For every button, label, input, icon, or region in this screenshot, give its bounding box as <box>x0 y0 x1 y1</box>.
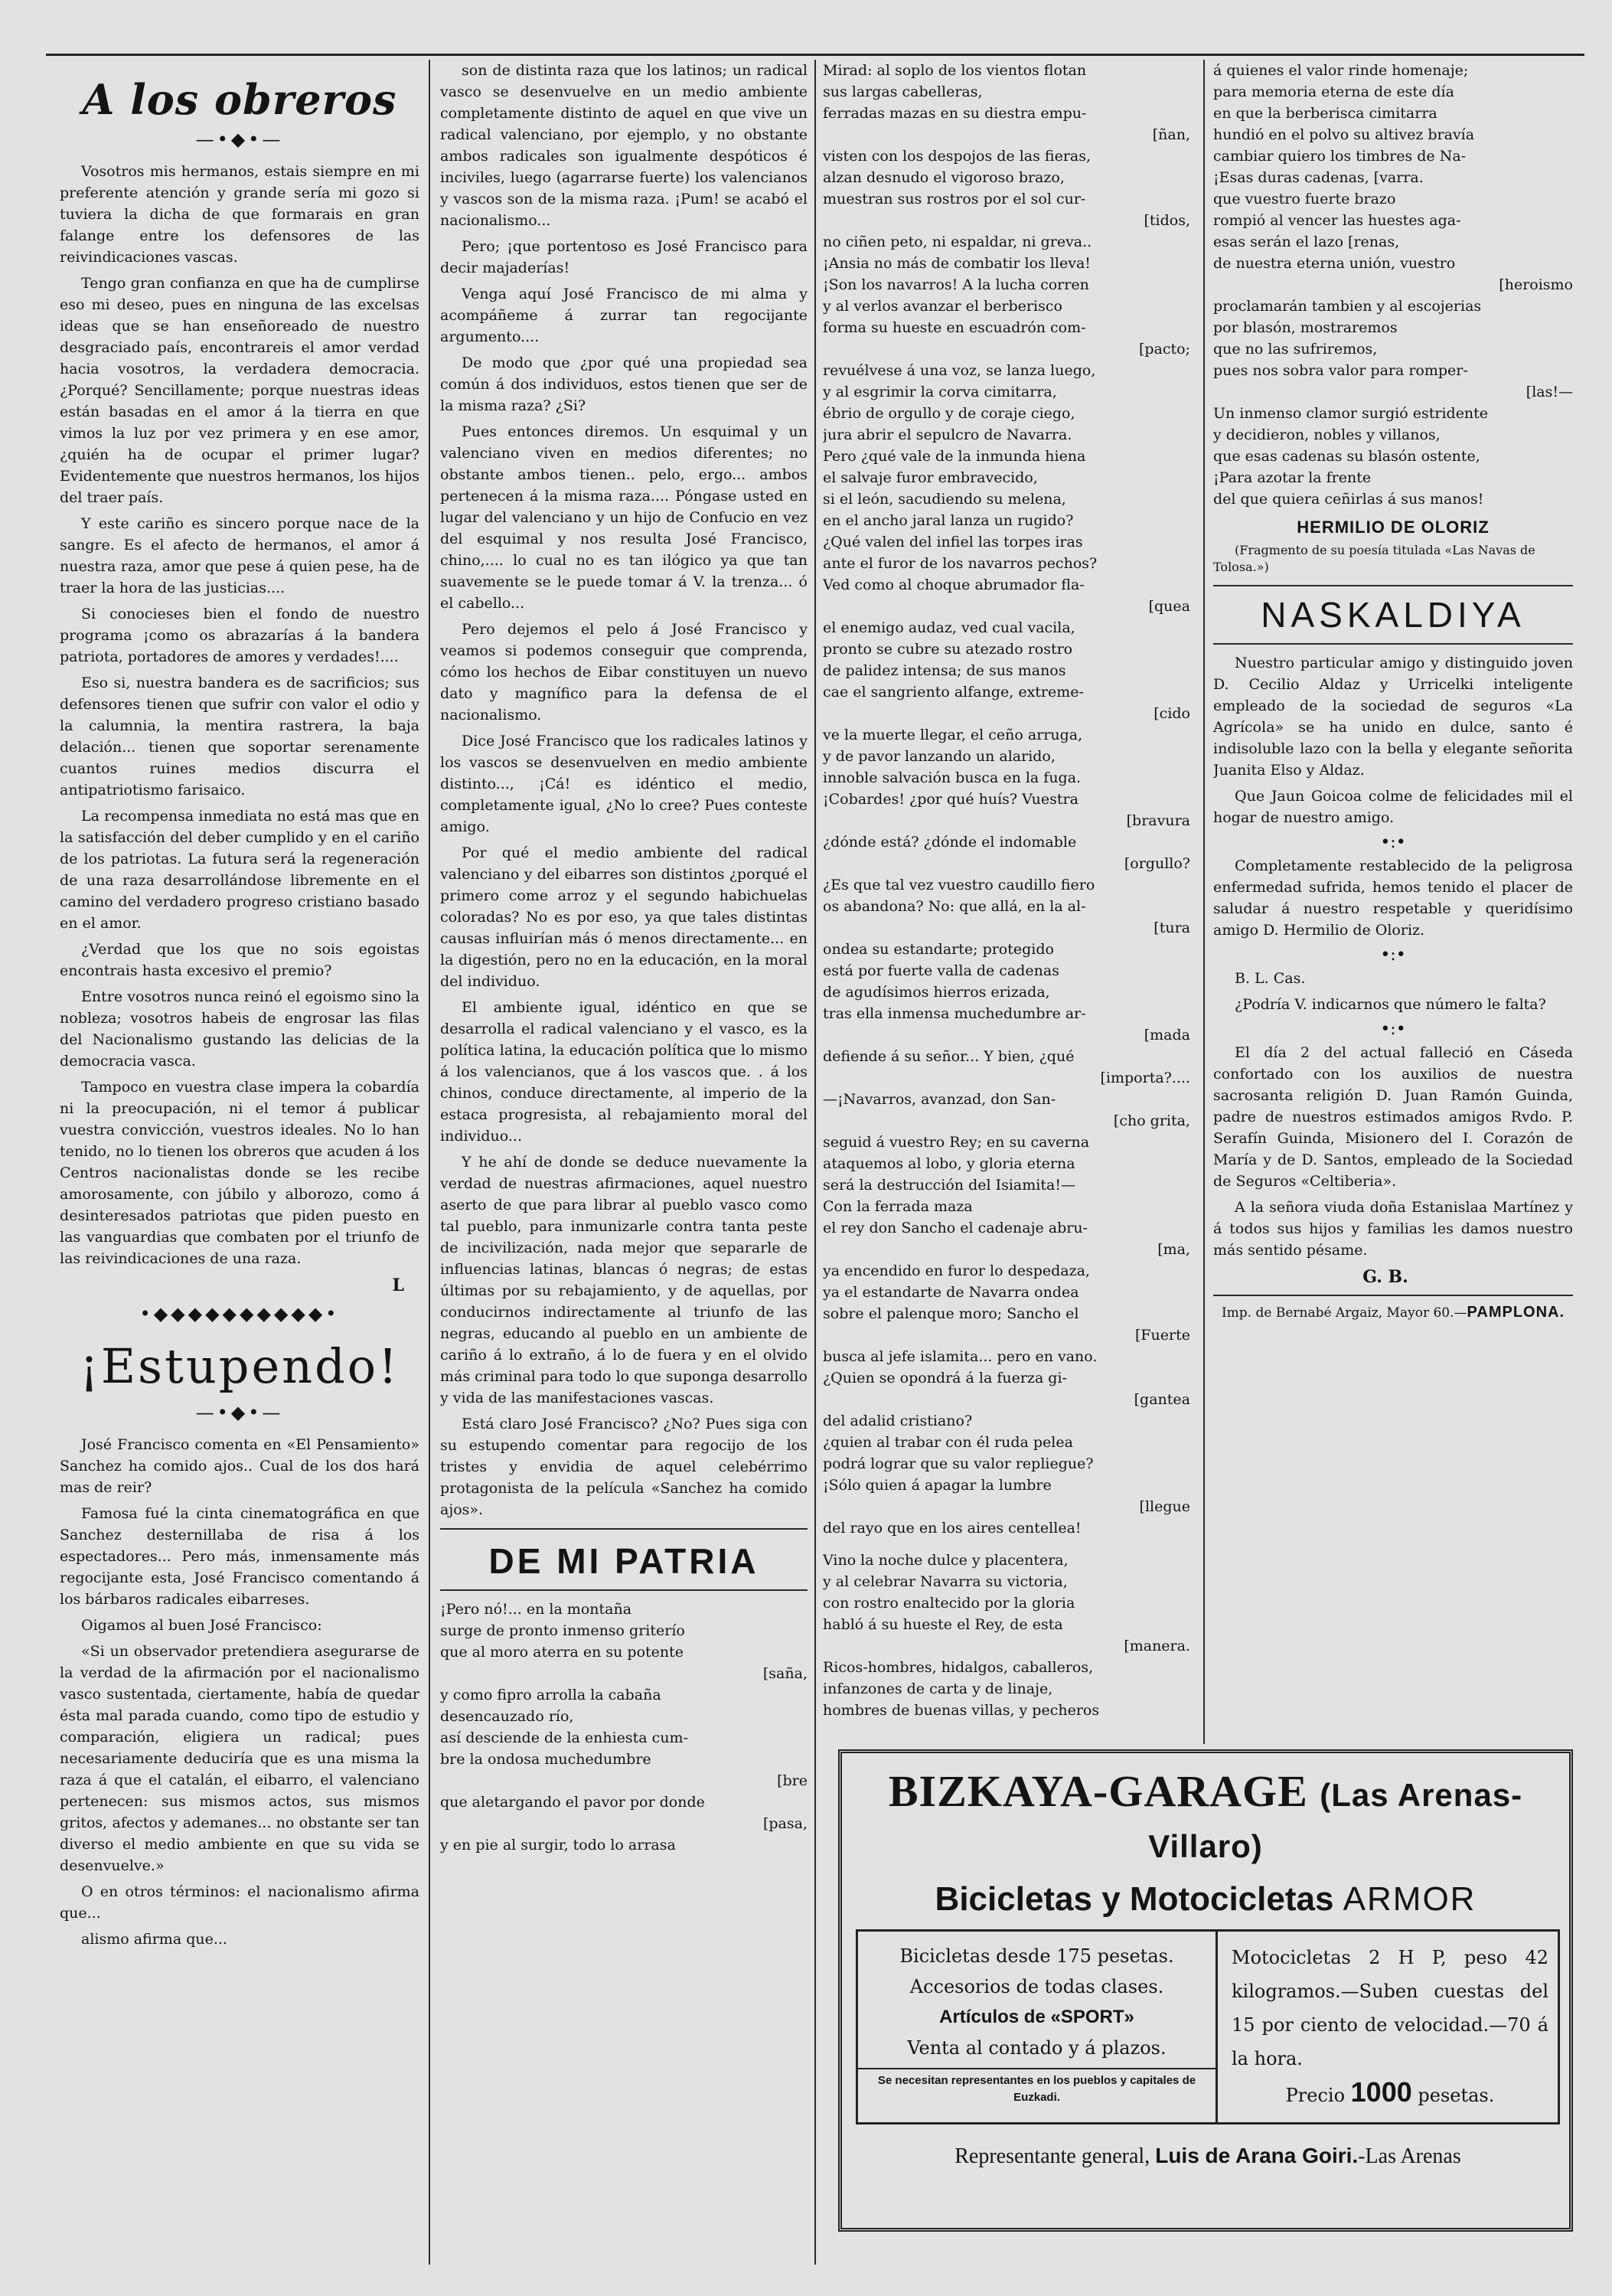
verse-line: y al verlos avanzar el berberisco <box>823 298 1062 315</box>
verse-line: cae el sangriento alfange, extreme- <box>823 684 1084 701</box>
verse-line: forma su hueste en escuadrón com- <box>823 319 1086 336</box>
verse-line: [pacto; <box>1138 341 1190 358</box>
verse-line: innoble salvación busca en la fuga. <box>823 769 1082 786</box>
verse-line: del que quiera ceñirlas á sus manos! <box>1213 491 1484 508</box>
poem-source-note: (Fragmento de su poesía titulada «Las Navas de Tolosa.») <box>1213 543 1535 574</box>
verse-line: [mada <box>1144 1027 1190 1043</box>
divider <box>440 1528 808 1530</box>
verse-line: ¡Esas duras cadenas, [varra. <box>1213 169 1424 186</box>
verse-line: del adalid cristiano? <box>823 1413 973 1429</box>
ad-subtitle <box>851 1880 1560 1919</box>
verse-line: [cido <box>1154 705 1190 722</box>
verse-line: [saña, <box>762 1665 808 1682</box>
verse-line: con rostro enaltecido por la gloria <box>823 1595 1075 1612</box>
imprint-line <box>1213 1304 1573 1321</box>
paragraph: Y este cariño es sincero porque nace de la sangre. Es el afecto de hermanos, el amor á nuestra raza, amor que pese á quien pese, ha de traer la hora de las justicias.... <box>60 515 419 596</box>
verse-line: está por fuerte valla de cadenas <box>823 962 1059 979</box>
verse-line: ¡Ansia no más de combatir los lleva! <box>823 255 1091 272</box>
ad-title-main: BIZKAYA-GARAGE <box>888 1766 1308 1816</box>
verse-line: ataquemos al lobo, y gloria eterna <box>823 1155 1075 1172</box>
verse-line: [cho grita, <box>1113 1112 1190 1129</box>
poem-continued <box>823 60 1190 1721</box>
verse-line: [tidos, <box>1144 212 1190 229</box>
column-4 <box>1213 60 1573 1744</box>
article-signature: L <box>392 1275 404 1295</box>
ad-bicycle-price: Bicicletas desde 175 pesetas. <box>899 1945 1174 1967</box>
verse-line: hombres de buenas villas, y pecheros <box>823 1702 1100 1719</box>
verse-line: y en pie al surgir, todo lo arrasa <box>440 1837 676 1853</box>
verse-line: [quea <box>1148 598 1190 615</box>
ad-motorcycle-specs: Motocicletas 2 H P, peso 42 kilogramos.—Suben cuestas del 15 por ciento de velocidad.—70 á la hora. <box>1232 1947 1548 2069</box>
verse-line: [manera. <box>1124 1638 1190 1654</box>
paragraph: El día 2 del actual falleció en Cáseda confortado con los auxilios de nuestra sacrosanta religión D. Juan Ramón Guinda, padre de nuestros estimados amigos Rvdo. P. Serafín Guinda, Misionero del I. Corazón de María y de D. Santos, empleado de la Sociedad de Seguros «Celtiberia». <box>1213 1044 1573 1190</box>
advertisement-bizkaya-garage <box>838 1749 1573 2232</box>
article-body-continued <box>440 60 808 1520</box>
paragraph: alismo afirma que... <box>81 1931 227 1948</box>
verse-line: y como fipro arrolla la cabaña <box>440 1687 661 1703</box>
article-body-estupendo <box>60 1434 419 1950</box>
verse-line: si el león, sacudiendo su melena, <box>823 491 1066 508</box>
paragraph: Si conocieses bien el fondo de nuestro programa ¡como os abrazarías á la bandera patriota, portadores de amores y verdades!.... <box>60 606 419 665</box>
paragraph: Eso si, nuestra bandera es de sacrificios; sus defensores tienen que sufrir con valor el odio y la calumnia, la mentira rastrera, la baja delación... tienen que soportar serenamente cuantos ruines medios discurra el antipatriotismo farisaico. <box>60 674 419 799</box>
verse-line: desencauzado río, <box>440 1708 574 1725</box>
verse-line: ¡Cobardes! ¿por qué huís? Vuestra <box>823 791 1078 808</box>
column-3 <box>823 60 1190 1729</box>
verse-line: Vino la noche dulce y placentera, <box>823 1552 1069 1569</box>
ad-accessories: Accesorios de todas clases. <box>909 1976 1164 1997</box>
verse-line: [importa?.... <box>1100 1070 1190 1086</box>
ad-details-box <box>856 1929 1560 2125</box>
verse-line: revuélvese á una voz, se lanza luego, <box>823 362 1096 379</box>
verse-line: en el ancho jaral lanza un rugido? <box>823 512 1074 529</box>
verse-line: pues nos sobra valor para romper- <box>1213 362 1468 379</box>
column-rule-3 <box>1203 60 1205 1744</box>
separator-stars: •:• <box>1380 833 1406 852</box>
paragraph: La recompensa inmediata no está mas que en la satisfacción del deber cumplido y en el cariño de los patriotas. La futura será la regeneración de una raza desarrollándose libremente en el camino del verdadero progreso cristiano basado en el amor. <box>60 808 419 932</box>
paragraph: ¿Verdad que los que no sois egoistas encontrais hasta excesivo el premio? <box>60 941 419 979</box>
separator-stars: •:• <box>1380 946 1406 965</box>
verse-line: os abandona? No: que allá, en la al- <box>823 898 1086 915</box>
paragraph: Que Jaun Goicoa colme de felicidades mil el hogar de nuestro amigo. <box>1213 788 1573 826</box>
verse-line: [pasa, <box>762 1815 808 1832</box>
ad-representative-label: Representante general, <box>954 2144 1150 2168</box>
verse-line: —¡Navarros, avanzad, don San- <box>823 1091 1056 1108</box>
social-news-question <box>1213 968 1573 1015</box>
verse-line: ¡Pero nó!... en la montaña <box>440 1601 632 1618</box>
verse-line: ¡Son los navarros! A la lucha corren <box>823 276 1089 293</box>
article-title-estupendo: ¡Estupendo! <box>79 1338 400 1394</box>
poem-author: HERMILIO DE OLORIZ <box>1297 518 1490 537</box>
verse-line: [llegue <box>1139 1498 1190 1515</box>
verse-line: el salvaje furor embravecido, <box>823 469 1038 486</box>
verse-line: el rey don Sancho el cadenaje abru- <box>823 1220 1088 1236</box>
verse-line: [las!— <box>1526 384 1573 400</box>
top-rule <box>46 54 1584 56</box>
verse-line: en que la berberisca cimitarra <box>1213 105 1437 122</box>
ornament: —•◆•— <box>195 129 284 150</box>
paragraph: ¿Podría V. indicarnos que número le falta? <box>1235 996 1546 1013</box>
verse-line: ¡Sólo quien á apagar la lumbre <box>823 1477 1052 1494</box>
verse-line: y al celebrar Navarra su victoria, <box>823 1573 1068 1590</box>
verse-line: será la destrucción del Isiamita!— <box>823 1177 1075 1194</box>
ad-price-line <box>1232 2076 1548 2112</box>
verse-line: ¡Para azotar la frente <box>1213 469 1372 486</box>
divider <box>1213 585 1573 586</box>
divider <box>440 1589 808 1591</box>
paragraph: O en otros términos: el nacionalismo afirma que... <box>60 1883 419 1922</box>
verse-line: [ñan, <box>1152 126 1190 143</box>
verse-line: Mirad: al soplo de los vientos flotan <box>823 62 1087 79</box>
verse-line: jura abrir el sepulcro de Navarra. <box>823 426 1072 443</box>
paragraph: Venga aquí José Francisco de mi alma y acompáñeme á zurrar tan regocijante argumento.... <box>440 286 808 345</box>
paragraph: De modo que ¿por qué una propiedad sea común á dos individuos, estos tienen que ser de la misma raza? ¿Si? <box>440 354 808 414</box>
paragraph: Completamente restablecido de la peligrosa enfermedad sufrida, hemos tenido el placer de saludar á nuestro respetable y queridísimo amigo D. Hermilio de Oloriz. <box>1213 857 1573 939</box>
paragraph: son de distinta raza que los latinos; un radical vasco se desenvuelve en un medio ambiente completamente distinto de aquel en que vive un radical valenciano, por ejemplo, y no obstante ambos radicales son igualmente despóticos é inciviles, luego (agarrarse fuerte) los valencianos y vascos son de la misma raza. ¡Pum! se acabó el nacionalismo... <box>440 62 808 229</box>
imprint-printer: Imp. de Bernabé Argaiz, Mayor 60.— <box>1221 1305 1467 1321</box>
verse-line: muestran sus rostros por el sol cur- <box>823 191 1086 207</box>
verse-line: no ciñen peto, ni espaldar, ni greva.. <box>823 234 1092 250</box>
verse-line: ante el furor de los navarros pechos? <box>823 555 1098 572</box>
ad-representative-name: Luis de Arana Goiri. <box>1155 2144 1359 2167</box>
verse-line: [heroismo <box>1499 276 1573 293</box>
ad-sale-terms: Venta al contado y á plazos. <box>907 2037 1167 2059</box>
verse-line: podrá lograr que su valor repliegue? <box>823 1455 1094 1472</box>
verse-line: [bravura <box>1126 812 1190 829</box>
verse-line: sus largas cabelleras, <box>823 83 983 100</box>
paragraph: Entre vosotros nunca reinó el egoismo sino la nobleza; vosotros habeis de engrosar las filas del Nacionalismo gustando las delicias de la democracia vasca. <box>60 988 419 1070</box>
section-title-patria: DE MI PATRIA <box>488 1541 759 1581</box>
paragraph: Por qué el medio ambiente del radical valenciano y del eibarres son distintos ¿porqué el primero come arroz y el segundo habichuelas coloradas? No es por eso, ya que tales distintas causas influirían más ó menos directamente... en la digestión, pero no en la educación, en la moral del individuo. <box>440 844 808 990</box>
verse-line: ¿Quien se opondrá á la fuerza gi- <box>823 1370 1067 1386</box>
verse-line: Ricos-hombres, hidalgos, caballeros, <box>823 1659 1094 1676</box>
social-news-obituary <box>1213 1042 1573 1261</box>
verse-line: por blasón, mostraremos <box>1213 319 1398 336</box>
ad-price-label: Precio <box>1285 2085 1346 2106</box>
column-2 <box>440 60 808 2272</box>
verse-line: seguid á vuestro Rey; en su caverna <box>823 1134 1090 1151</box>
ad-sport-articles: Artículos de «SPORT» <box>939 2007 1134 2027</box>
verse-line: que esas cadenas su blasón ostente, <box>1213 448 1480 465</box>
divider <box>1213 643 1573 645</box>
verse-line: proclamarán tambien y al escojerias <box>1213 298 1482 315</box>
column-1 <box>60 60 419 2272</box>
verse-line: el enemigo audaz, ved cual vacila, <box>823 619 1075 636</box>
verse-line: alzan desnudo el vigoroso brazo, <box>823 169 1065 186</box>
paragraph: B. L. Cas. <box>1235 970 1306 987</box>
paragraph: «Si un observador pretendiera asegurarse de la verdad de la afirmación por el nacionalismo vasco sustentada, ciertamente, había de quedar ésta mal parada cuando, como tipo de estudio y comparación, eligiera un radical; pues necesariamente deduciría que es una misma la raza á que el catalán, el eibarro, el valenciano pertenecen: sus mismos actos, sus mismos gritos, afectos y ademanes... no obstante ser tan diverso el medio ambiente en que su vida se desenvuelve.» <box>60 1643 419 1874</box>
separator-stars: •:• <box>1380 1020 1406 1039</box>
verse-line: [tura <box>1154 919 1190 936</box>
news-signature: G. B. <box>1362 1267 1408 1287</box>
verse-line: Un inmenso clamor surgió estridente <box>1213 405 1489 422</box>
paragraph: Nuestro particular amigo y distinguido joven D. Cecilio Aldaz y Urricelki inteligente empleado de la sociedad de seguros «La Agrícola» se ha unido en dulce, santo é indisoluble lazo con la bella y elegante señorita Juanita Elso y Aldaz. <box>1213 655 1573 779</box>
verse-line: [bre <box>777 1772 808 1789</box>
verse-line: pronto se cubre su atezado rostro <box>823 641 1073 658</box>
verse-line: infanzones de carta y de linaje, <box>823 1680 1053 1697</box>
verse-line: ¿dónde está? ¿dónde el indomable <box>823 834 1077 851</box>
verse-line: de palidez intensa; de sus manos <box>823 662 1066 679</box>
verse-line: á quienes el valor rinde homenaje; <box>1213 62 1469 79</box>
divider <box>1213 1295 1573 1296</box>
verse-line: que aletargando el pavor por donde <box>440 1794 705 1811</box>
verse-line: ya el estandarte de Navarra ondea <box>823 1284 1079 1301</box>
column-rule-2 <box>814 60 816 2265</box>
social-news-recovery <box>1213 855 1573 941</box>
verse-line: surge de pronto inmenso griterío <box>440 1622 685 1639</box>
verse-line: Pero ¿qué vale de la inmunda hiena <box>823 448 1086 465</box>
verse-line: ya encendido en furor lo despedaza, <box>823 1262 1091 1279</box>
verse-line: defiende á su señor... Y bien, ¿qué <box>823 1048 1075 1065</box>
verse-line: del rayo que en los aires centellea! <box>823 1520 1082 1537</box>
ornament-divider: •◆◆◆◆◆◆◆◆◆◆• <box>139 1303 340 1324</box>
ad-brand: ARMOR <box>1343 1880 1477 1918</box>
verse-line: y decidieron, nobles y villanos, <box>1213 426 1441 443</box>
ad-title-location: (Las Arenas-Villaro) <box>1148 1777 1523 1864</box>
ad-price-value: 1000 <box>1350 2076 1412 2108</box>
social-news-wedding <box>1213 652 1573 828</box>
verse-line: así desciende de la enhiesta cum- <box>440 1729 688 1746</box>
paragraph: Pero dejemos el pelo á José Francisco y veamos si podemos conseguir que comprenda, cómo los hechos de Eibar constituyen un nuevo dato y magnífico para la defensa de el nacionalismo. <box>440 621 808 723</box>
ad-representative-place: -Las Arenas <box>1358 2144 1461 2168</box>
ad-representatives-wanted: Se necesitan representantes en los pueblos y capitales de Euzkadi. <box>858 2068 1216 2106</box>
verse-line: y de pavor lanzando un alarido, <box>823 748 1056 765</box>
column-rule-1 <box>429 60 430 2265</box>
article-body-obreros <box>60 161 419 1269</box>
verse-line: visten con los despojos de las fieras, <box>823 148 1092 165</box>
poem-ending <box>1213 60 1573 510</box>
verse-line: que al moro aterra en su potente <box>440 1644 684 1661</box>
paragraph: Pues entonces diremos. Un esquimal y un valenciano viven en medios diferentes; no obstante ambos tienen.. pelo, ergo... ambos pertenecen á la misma raza.... Póngase usted en lugar del valenciano y un hijo de Confucio en vez del esquimal y nos resulta José Francisco, chino,.... lo cual no es tan ilógico ya que tan suavemente se le puede tomar á V. la trenza... ó el cabello... <box>440 423 808 612</box>
verse-line: y al esgrimir la corva cimitarra, <box>823 384 1057 400</box>
verse-line: ¿Es que tal vez vuestro caudillo fiero <box>823 877 1095 893</box>
paragraph: El ambiente igual, idéntico en que se desarrolla el radical valenciano y el vasco, es la política latina, la educación política que lo mismo á los valencianos, que á los vascos que. . á los chinos, conduce directamente, al imperio de la estaca progresista, al rebajamiento moral del individuo... <box>440 999 808 1145</box>
section-title-naskaldiya: NASKALDIYA <box>1261 595 1526 635</box>
article-title-obreros: A los obreros <box>82 75 397 124</box>
verse-line: ferradas mazas en su diestra empu- <box>823 105 1087 122</box>
paragraph: Tampoco en vuestra clase impera la cobardía ni la preocupación, ni el temor á publicar vuestra convicción, vuestros ideales. No lo han tenido, no lo tienen los obreros que acuden á los Centros nacionalistas donde se les recibe amorosamente, con júbilo y alborozo, como á desinteresados patriotas que piden puesto en las vanguardias que combaten por el triunfo de las reivindicaciones de una raza. <box>60 1079 419 1267</box>
verse-line: esas serán el lazo [renas, <box>1213 234 1400 250</box>
verse-line: [orgullo? <box>1124 855 1190 872</box>
ad-bicycles-panel <box>858 1932 1218 2122</box>
ornament-small: —•◆•— <box>195 1402 284 1423</box>
verse-line: ébrio de orgullo y de coraje ciego, <box>823 405 1075 422</box>
poem-body <box>440 1599 808 1856</box>
paragraph: A la señora viuda doña Estanislaa Martínez y á todos sus hijos y familias les damos nuestro más sentido pésame. <box>1213 1199 1573 1259</box>
ad-footer <box>856 2144 1560 2169</box>
paragraph: Está claro José Francisco? ¿No? Pues siga con su estupendo comentar para regocijo de los tristes y envidia de aquel celebérrimo protagonista de la película «Sanchez ha comido ajos». <box>440 1416 808 1518</box>
verse-line: de agudísimos hierros erizada, <box>823 984 1050 1001</box>
ad-products: Bicicletas y Motocicletas <box>935 1880 1334 1918</box>
paragraph: José Francisco comenta en «El Pensamiento» Sanchez ha comido ajos.. Cual de los dos hará mas de reir? <box>60 1436 419 1496</box>
verse-line: ¿quien al trabar con él ruda pelea <box>823 1434 1073 1451</box>
paragraph: Tengo gran confianza en que ha de cumplirse eso mi deseo, pues en ninguna de las excelsas ideas que se han enseñoreado de nuestro desgraciado país, encontrareis el amor verdad hacia vosotros, la verdadera democracia. ¿Porqué? Sencillamente; porque nuestras ideas están basadas en el amor á la tierra en que vimos la luz por vez primera y en ese amor, ¿quién ha de ocupar el primer lugar? Evidentemente que nuestros hermanos, los hijos del traer país. <box>60 275 419 506</box>
verse-line: que vuestro fuerte brazo <box>1213 191 1396 207</box>
verse-line: ¿Qué valen del infiel las torpes iras <box>823 534 1083 550</box>
imprint-city: PAMPLONA. <box>1467 1304 1565 1321</box>
paragraph: Dice José Francisco que los radicales latinos y los vascos se desenvuelven en medio ambiente distinto..., ¡Cá! es idéntico el medio, completamente igual, ¿No lo cree? Pues conteste amigo. <box>440 733 808 835</box>
paragraph: Pero; ¡que portentoso es José Francisco para decir majaderías! <box>440 238 808 276</box>
verse-line: [Fuerte <box>1134 1327 1190 1344</box>
verse-line: sobre el palenque moro; Sancho el <box>823 1305 1079 1322</box>
paragraph: Vosotros mis hermanos, estais siempre en mi preferente atención y grande sería mi gozo si tuviera la dicha de que formarais en gran falange entre los defensores de las reivindicaciones vascas. <box>60 163 419 266</box>
paragraph: Y he ahí de donde se deduce nuevamente la verdad de nuestras afirmaciones, aquel nuestro aserto de que para librar al pueblo vasco como tal pueblo, para inmunizarle contra tanta peste de incivilización, nada mejor que separarle de influencias latinas, blancas ó negras; de estas últimas por su rebajamiento, y de aquellas, por conducirnos indirectamente al triunfo de las negras, educando al pueblo en un ambiente de cariño á lo extraño, á lo de fuera y en el olvido más criminal para todo lo que suponga desarrollo y vida de las manifestaciones vascas. <box>440 1154 808 1406</box>
verse-line: habló á su hueste el Rey, de esta <box>823 1616 1063 1633</box>
ad-motorcycles-panel <box>1225 1932 1555 2122</box>
paragraph: Oigamos al buen José Francisco: <box>81 1617 322 1634</box>
verse-line: rompió al vencer las huestes aga- <box>1213 212 1461 229</box>
paragraph: Famosa fué la cinta cinematográfica en que Sanchez desternillaba de risa á los espectadores... Pero más, inmensamente más regocijante esta, José Francisco comentando á los bárbaros radicales eibarreses. <box>60 1505 419 1608</box>
verse-line: hundió en el polvo su altivez bravía <box>1213 126 1475 143</box>
verse-line: Ved como al choque abrumador fla- <box>823 576 1085 593</box>
verse-line: cambiar quiero los timbres de Na- <box>1213 148 1467 165</box>
verse-line: busca al jefe islamita... pero en vano. <box>823 1348 1098 1365</box>
verse-line: ve la muerte llegar, el ceño arruga, <box>823 727 1083 743</box>
verse-line: tras ella inmensa muchedumbre ar- <box>823 1005 1086 1022</box>
ad-title <box>851 1765 1560 1868</box>
verse-line: [gantea <box>1134 1391 1190 1408</box>
verse-line: para memoria eterna de este día <box>1213 83 1454 100</box>
verse-line: Con la ferrada maza <box>823 1198 973 1215</box>
verse-line: ondea su estandarte; protegido <box>823 941 1054 958</box>
verse-line: que no las sufriremos, <box>1213 341 1378 358</box>
verse-line: de nuestra eterna unión, vuestro <box>1213 255 1456 272</box>
ad-price-unit: pesetas. <box>1418 2085 1495 2106</box>
verse-line <box>823 1539 1190 1550</box>
verse-line: [ma, <box>1157 1241 1190 1258</box>
verse-line: bre la ondosa muchedumbre <box>440 1751 651 1768</box>
